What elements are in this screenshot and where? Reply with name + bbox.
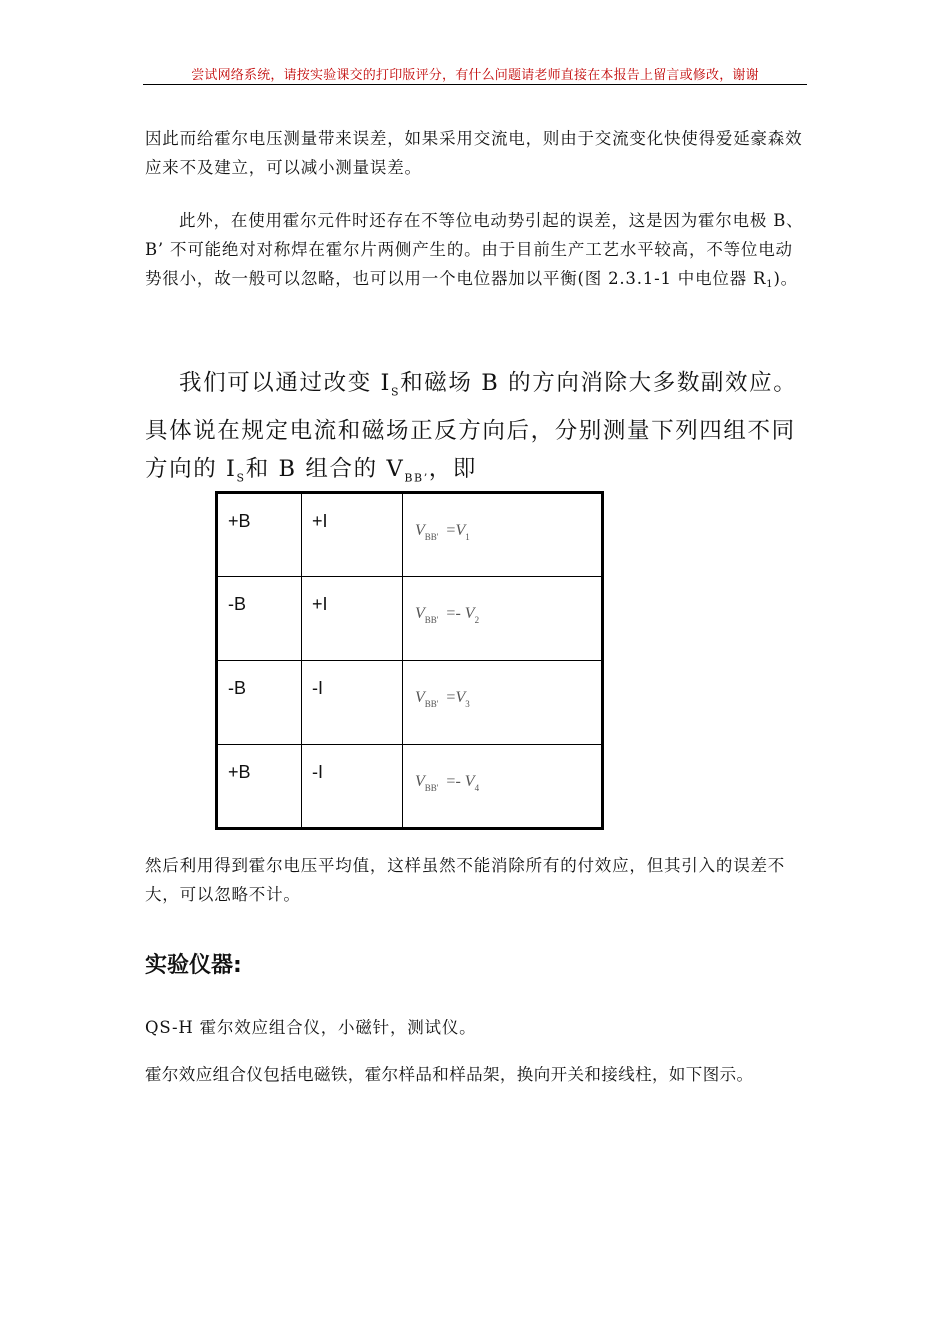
- section-heading-instruments: 实验仪器:: [145, 953, 242, 978]
- formula-result-subscript: 4: [474, 783, 480, 793]
- voltage-formula-cell: [403, 661, 603, 745]
- instrument-description: 霍尔效应组合仪包括电磁铁，霍尔样品和样品架，换向开关和接线柱，如下图示。: [145, 1065, 754, 1084]
- formula-result: V: [464, 773, 475, 790]
- instrument-list: QS-H 霍尔效应组合仪，小磁针，测试仪。: [145, 1018, 477, 1037]
- paragraph-text: 我们可以通过改变 I: [179, 370, 392, 396]
- page-header-note: 尝试网络系统，请按实验课交的打印版评分，有什么问题请老师直接在本报告上留言或修改，谢谢: [191, 68, 759, 83]
- formula-result: V: [455, 522, 466, 539]
- table-row: [217, 661, 603, 745]
- paragraph-average-voltage: 然后利用得到霍尔电压平均值，这样虽然不能消除所有的付效应，但其引入的误差不大，可以忽略不计。: [145, 856, 786, 904]
- field-direction-cell: +B: [217, 745, 302, 829]
- formula-variable: V: [415, 522, 425, 539]
- current-direction-cell: +I: [302, 577, 403, 661]
- field-direction-cell: -B: [217, 661, 302, 745]
- current-direction-cell: -I: [302, 745, 403, 829]
- subscript: 1: [766, 279, 774, 290]
- formula-subscript: BB': [424, 615, 439, 625]
- current-direction-cell: +I: [302, 493, 403, 577]
- direction-combination-table: [215, 491, 604, 830]
- formula-result-subscript: 2: [474, 615, 480, 625]
- formula-sign: -: [455, 773, 465, 790]
- formula-variable: V: [415, 773, 425, 790]
- formula-sign: -: [455, 605, 465, 622]
- formula-equals: =: [446, 522, 456, 539]
- formula-result: V: [455, 689, 466, 706]
- field-direction-cell: -B: [217, 577, 302, 661]
- current-direction-cell: -I: [302, 661, 403, 745]
- formula-equals: =: [446, 773, 456, 790]
- paragraph-unequal-potential: [145, 206, 809, 299]
- voltage-formula-cell: [403, 493, 603, 577]
- formula-result-subscript: 3: [465, 699, 470, 709]
- subscript: BB’: [404, 471, 429, 484]
- table-row: [217, 493, 603, 577]
- subscript: S: [236, 471, 246, 484]
- paragraph-text: 和 B 组合的 V: [245, 455, 405, 482]
- header-divider: [143, 84, 807, 85]
- subscript: S: [391, 385, 401, 399]
- formula-result: V: [464, 605, 475, 622]
- formula-subscript: BB': [424, 783, 439, 793]
- formula-equals: =: [446, 605, 456, 622]
- table-row: [217, 745, 603, 829]
- paragraph-text: 此外，在使用霍尔元件时还存在不等位电动势引起的误差，这是因为霍尔电极 B、B’ 不可能绝对对称焊在霍尔片两侧产生的。由于目前生产工艺水平较高，不等位电动势很小，故一般可以忽略，也可以用一个电位器加以平衡(图 2.3.1-1 中电位器 R: [145, 211, 804, 288]
- paragraph-text: ，即: [428, 455, 477, 482]
- table-row: [217, 577, 603, 661]
- field-direction-cell: +B: [217, 493, 302, 577]
- paragraph-text-end: )。: [773, 269, 798, 288]
- formula-subscript: BB': [424, 699, 439, 709]
- voltage-formula-cell: [403, 577, 603, 661]
- formula-subscript: BB': [424, 532, 439, 542]
- formula-variable: V: [415, 689, 425, 706]
- voltage-formula-cell: [403, 745, 603, 829]
- formula-result-subscript: 1: [465, 532, 470, 542]
- formula-equals: =: [446, 689, 456, 706]
- paragraph-error-cause: 因此而给霍尔电压测量带来误差，如果采用交流电，则由于交流变化快使得爱延豪森效应来不及建立，可以减小测量误差。: [145, 129, 803, 177]
- paragraph-direction-method: [145, 364, 809, 497]
- formula-variable: V: [415, 605, 425, 622]
- paragraph-text: 和磁场 B 的方向消除大多数副效应。具体说在规定电流和磁场正反方向后，分别测量下列四组不同方向的 I: [145, 370, 798, 482]
